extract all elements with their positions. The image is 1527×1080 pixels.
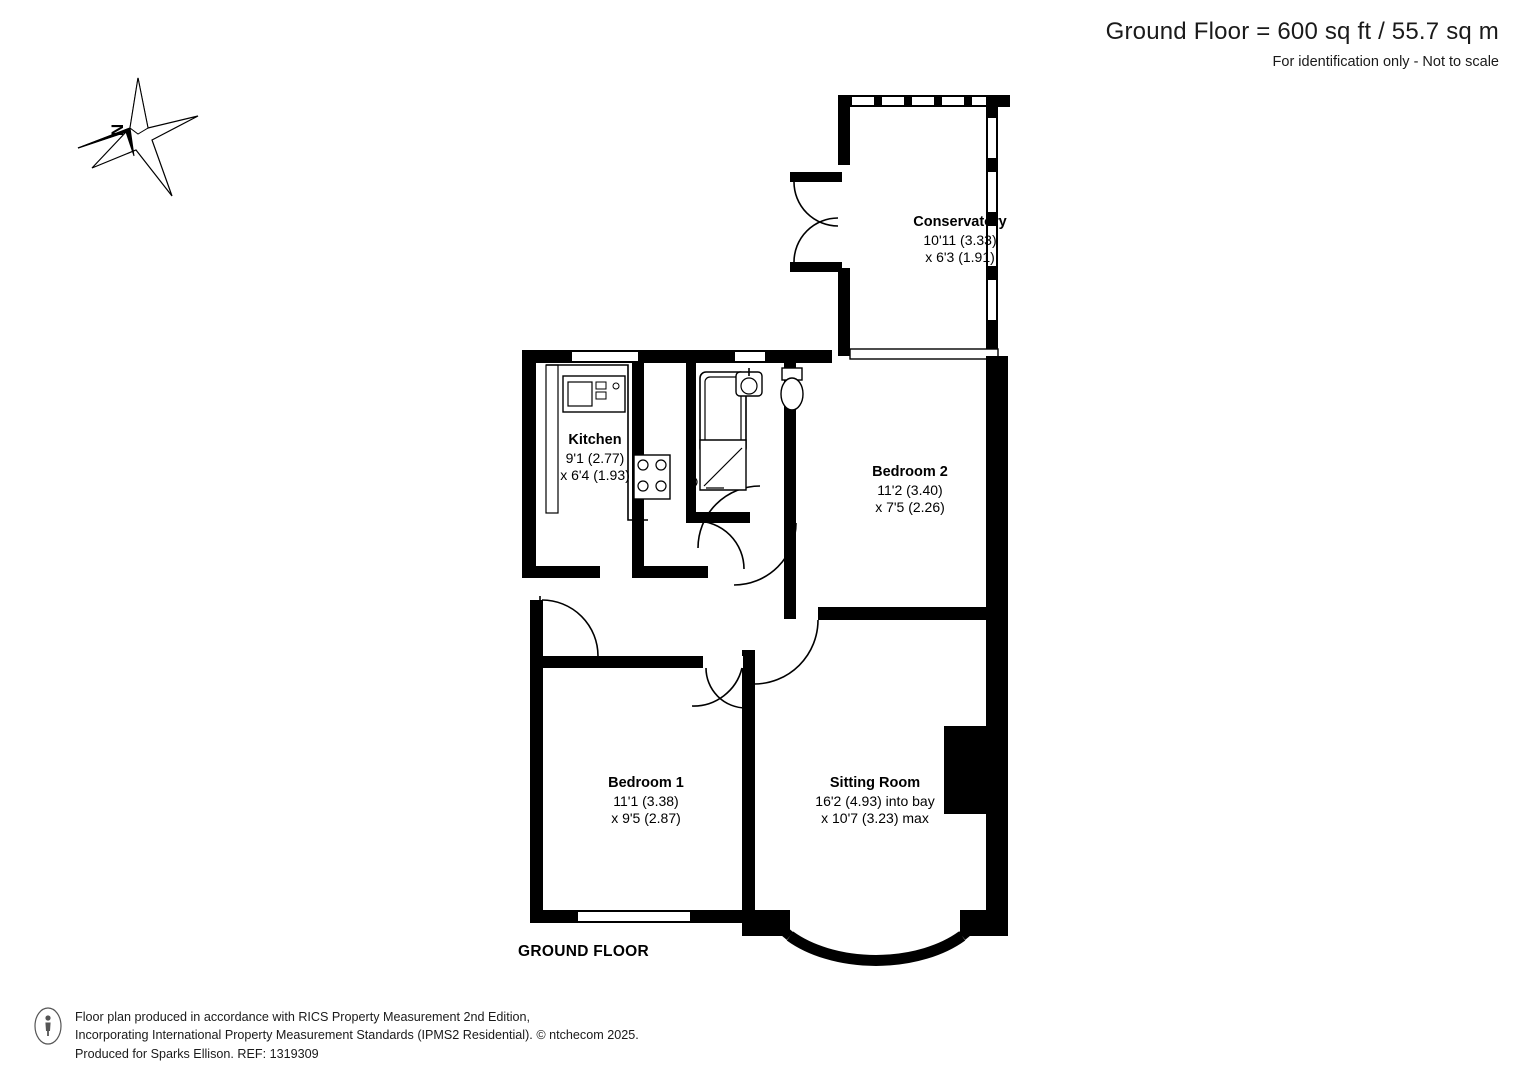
footer-line-3: Produced for Sparks Ellison. REF: 1319309 xyxy=(75,1046,319,1061)
footer-line-2a: Incorporating International Property Measurement Standards (IPMS2 Residential). xyxy=(75,1028,533,1043)
footer-disclaimer xyxy=(75,1008,639,1063)
floor-caption: GROUND FLOOR xyxy=(518,943,650,960)
compass-north-label: N xyxy=(108,123,128,137)
person-info-icon xyxy=(33,1006,63,1046)
footer-line-1: Floor plan produced in accordance with RICS Property Measurement 2nd Edition, xyxy=(75,1010,531,1024)
footer-line-2 xyxy=(75,1026,639,1044)
room-label-kitchen: Kitchen 9'1 (2.77) x 6'4 (1.93) xyxy=(560,432,630,484)
page-title: Ground Floor = 600 sq ft / 55.7 sq m xyxy=(1105,18,1499,45)
page-subtitle: For identification only - Not to scale xyxy=(1272,54,1499,70)
room-label-bedroom-2: Bedroom 2 11'2 (3.40) x 7'5 (2.26) xyxy=(872,464,948,516)
room-label-bedroom-1: Bedroom 1 11'1 (3.38) x 9'5 (2.87) xyxy=(608,775,684,827)
door-swings xyxy=(540,486,818,708)
footer-copyright: © ntchecom 2025. xyxy=(536,1028,639,1043)
room-label-sitting-room: Sitting Room 16'2 (4.93) into bay x 10'7 (3.23) max xyxy=(815,775,935,827)
room-label-conservatory: Conservatory 10'11 (3.33) x 6'3 (1.91) xyxy=(913,214,1007,266)
